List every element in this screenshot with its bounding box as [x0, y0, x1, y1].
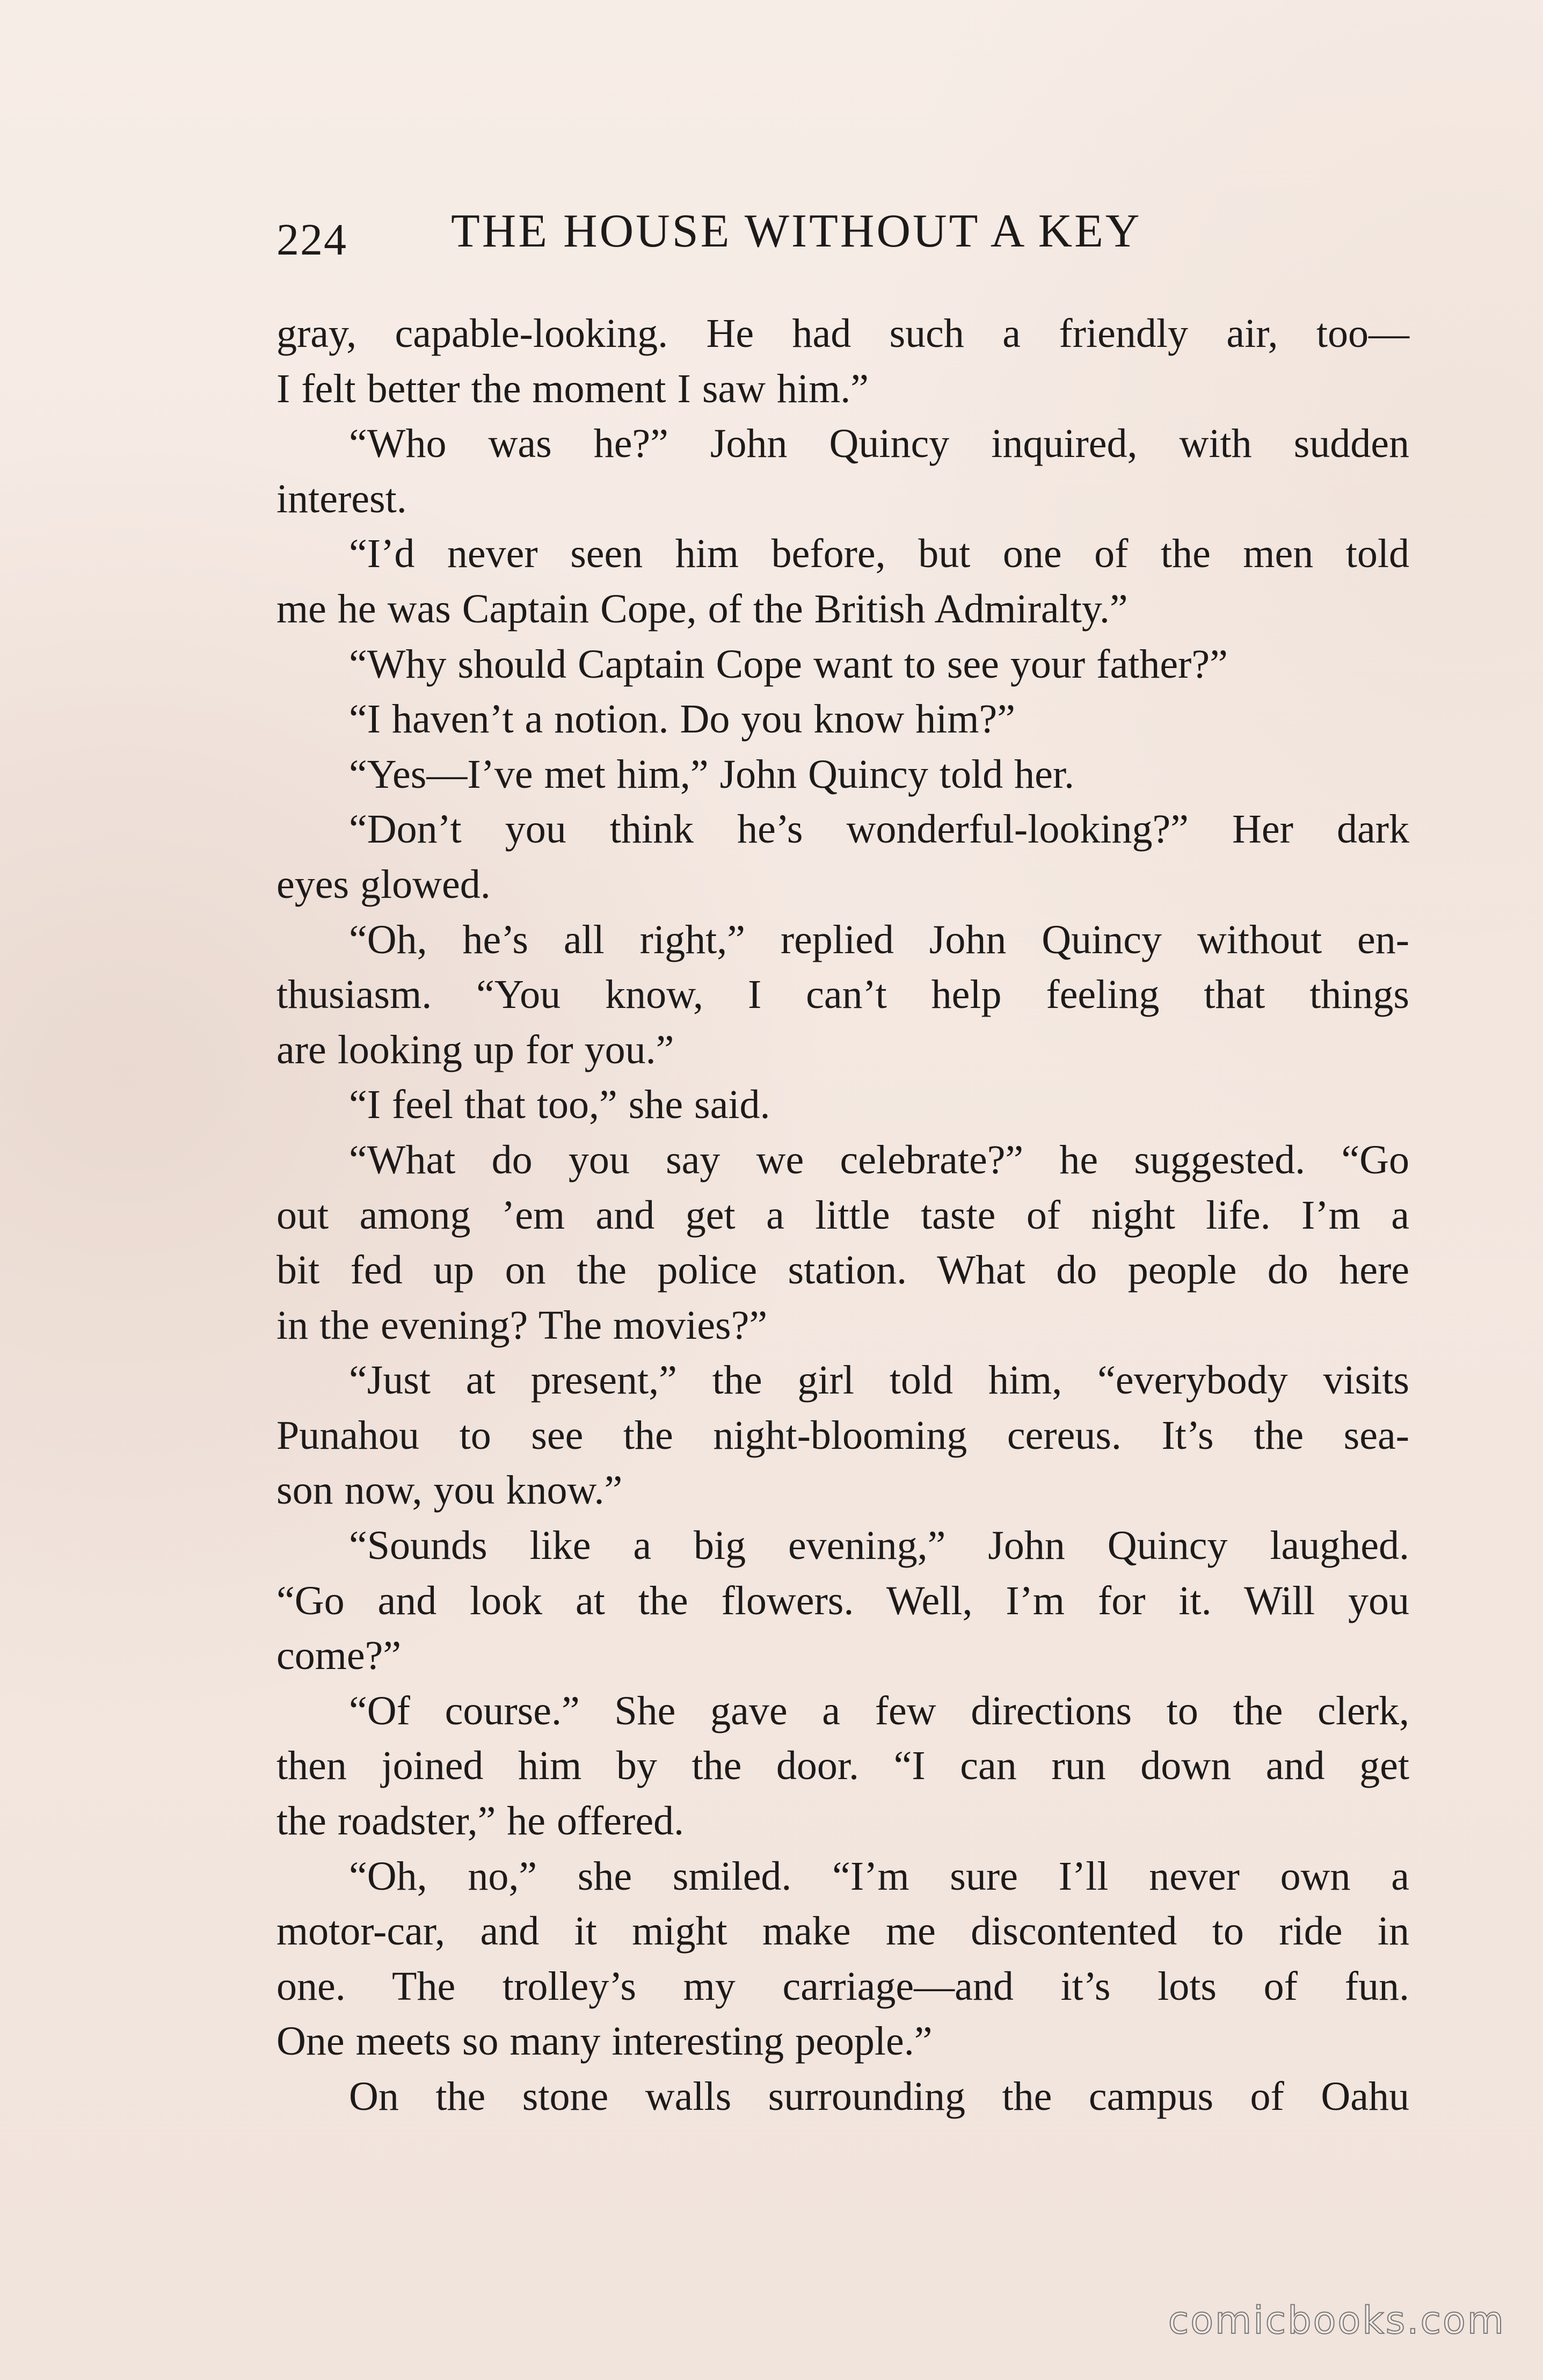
text-line: motor-car, and it might make me discontented to ride in	[276, 1909, 1409, 1954]
text-line: then joined him by the door. “I can run down and get	[276, 1743, 1409, 1789]
text-line: “Oh, he’s all right,” replied John Quincy without en-	[349, 917, 1409, 962]
text-line: gray, capable-looking. He had such a friendly air, too—	[276, 311, 1409, 356]
text-line: “I feel that too,” she said.	[349, 1082, 770, 1128]
text-line: out among ’em and get a little taste of night life. I’m a	[276, 1192, 1409, 1238]
text-line: One meets so many interesting people.”	[276, 2019, 933, 2064]
text-line: “I’d never seen him before, but one of the men told	[349, 531, 1409, 577]
text-line: “Yes—I’ve met him,” John Quincy told her.	[349, 751, 1074, 797]
text-line: thusiasm. “You know, I can’t help feeling that things	[276, 972, 1409, 1018]
text-line: “Oh, no,” she smiled. “I’m sure I’ll never own a	[349, 1853, 1409, 1899]
text-line: “Just at present,” the girl told him, “everybody visits	[349, 1358, 1409, 1403]
text-line: me he was Captain Cope, of the British Admiralty.”	[276, 586, 1128, 632]
page-number: 224	[276, 215, 347, 265]
text-line: bit fed up on the police station. What do people do here	[276, 1247, 1409, 1293]
text-line: one. The trolley’s my carriage—and it’s lots of fun.	[276, 1963, 1409, 2009]
text-line: in the evening? The movies?”	[276, 1302, 768, 1348]
watermark: comicbooks.com	[1168, 2298, 1505, 2342]
text-line: the roadster,” he offered.	[276, 1798, 685, 1844]
text-line: “What do you say we celebrate?” he suggested. “Go	[349, 1137, 1409, 1182]
text-line: “Go and look at the flowers. Well, I’m for it. Will you	[276, 1578, 1409, 1623]
text-line: On the stone walls surrounding the campus of Oahu	[349, 2074, 1409, 2119]
text-line: “I haven’t a notion. Do you know him?”	[349, 696, 1015, 742]
text-line: are looking up for you.”	[276, 1027, 674, 1072]
page-header	[276, 204, 1409, 263]
text-line: “Why should Captain Cope want to see your father?”	[349, 641, 1228, 687]
text-line: interest.	[276, 476, 407, 521]
running-head: THE HOUSE WITHOUT A KEY	[451, 205, 1142, 257]
text-line: Punahou to see the night-blooming cereus. It’s the sea-	[276, 1412, 1409, 1458]
text-line: come?”	[276, 1633, 402, 1679]
text-line: “Of course.” She gave a few directions to the clerk,	[349, 1688, 1409, 1733]
text-line: eyes glowed.	[276, 861, 491, 907]
text-line: “Sounds like a big evening,” John Quincy laughed.	[349, 1523, 1409, 1569]
text-line: son now, you know.”	[276, 1468, 623, 1513]
body-text	[276, 306, 1409, 2124]
text-line: “Who was he?” John Quincy inquired, with sudden	[349, 421, 1409, 467]
text-line: I felt better the moment I saw him.”	[276, 366, 869, 411]
text-line: “Don’t you think he’s wonderful-looking?” Her dark	[349, 807, 1409, 852]
